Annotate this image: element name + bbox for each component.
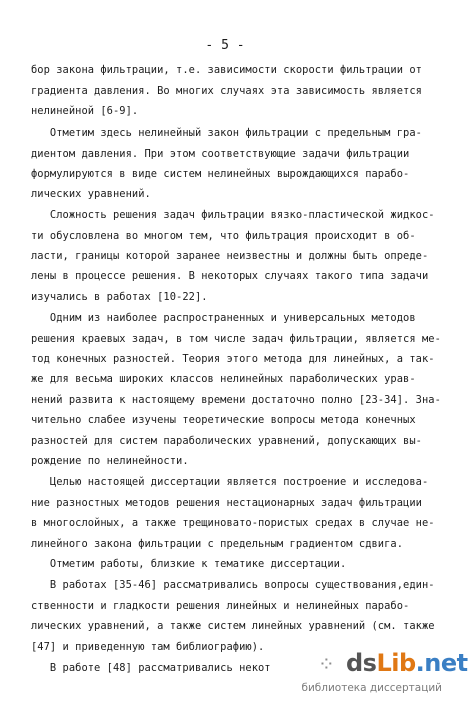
text-line: рождение по нелинейности. (31, 455, 189, 467)
text-line: формулируются в виде систем нелинейных вырождающихся парабо- (31, 168, 410, 180)
watermark-brand: dsLib.net (346, 649, 468, 677)
text-line: лены в процессе решения. В некоторых случаях такого типа задачи (31, 270, 429, 282)
text-line: в многослойных, а также трещиновато-пористых средах в случае не- (31, 517, 435, 529)
text-line: В работах [35-46] рассматривались вопросы существования,един- (31, 579, 435, 591)
text-line: нелинейной [6-9]. (31, 105, 139, 117)
text-line: Сложность решения задач фильтрации вязко-пластической жидкос- (31, 209, 435, 221)
page-number: - 5 - (205, 38, 245, 53)
text-line: разностей для систем параболических уравнений, допускающих вы- (31, 435, 422, 447)
text-line: линейного закона фильтрации с предельным градиентом сдвига. (31, 538, 404, 550)
text-line: ственности и гладкости решения линейных и нелинейных парабо- (31, 600, 410, 612)
text-line: ласти, границы которой заранее неизвестны и должны быть опреде- (31, 250, 429, 262)
text-line: нений развита к настоящему времени достаточно полно [23-34]. Зна- (31, 394, 441, 406)
text-line: градиента давления. Во многих случаях эта зависимость является (31, 85, 422, 97)
text-line: лических уравнений. (31, 188, 151, 200)
text-line: Целью настоящей диссертации является построение и исследова- (31, 476, 429, 488)
text-line: чительно слабее изучены теоретические вопросы метода конечных (31, 414, 416, 426)
text-line: ние разностных методов решения нестационарных задач фильтрации (31, 497, 422, 509)
watermark-logo (318, 648, 468, 682)
text-line: лических уравнений, а также систем линейных уравнений (см. также (31, 620, 435, 632)
text-line: же для весьма широких классов нелинейных параболических урав- (31, 373, 416, 385)
watermark-subtitle: библиотека диссертаций (301, 682, 442, 694)
text-line: тод конечных разностей. Теория этого метода для линейных, а так- (31, 353, 435, 365)
text-line: В работе [48] рассматривались некот (31, 662, 271, 674)
text-line: диентом давления. При этом соответствующие задачи фильтрации (31, 148, 410, 160)
text-line: Отметим здесь нелинейный закон фильтрации с предельным гра- (31, 127, 422, 139)
text-line: бор закона фильтрации, т.е. зависимости скорости фильтрации от (31, 64, 422, 76)
text-line: [47] и приведенную там библиографию). (31, 641, 265, 653)
text-line: изучались в работах [10-22]. (31, 291, 208, 303)
text-line: ти обусловлена во многом тем, что фильтрация происходит в об- (31, 230, 416, 242)
dot-cluster-icon: ⁘ (318, 652, 335, 676)
text-line: Одним из наиболее распространенных и универсальных методов (31, 312, 416, 324)
text-line: Отметим работы, близкие к тематике диссертации. (31, 558, 347, 570)
text-line: решения краевых задач, в том числе задач фильтрации, является ме- (31, 333, 441, 345)
